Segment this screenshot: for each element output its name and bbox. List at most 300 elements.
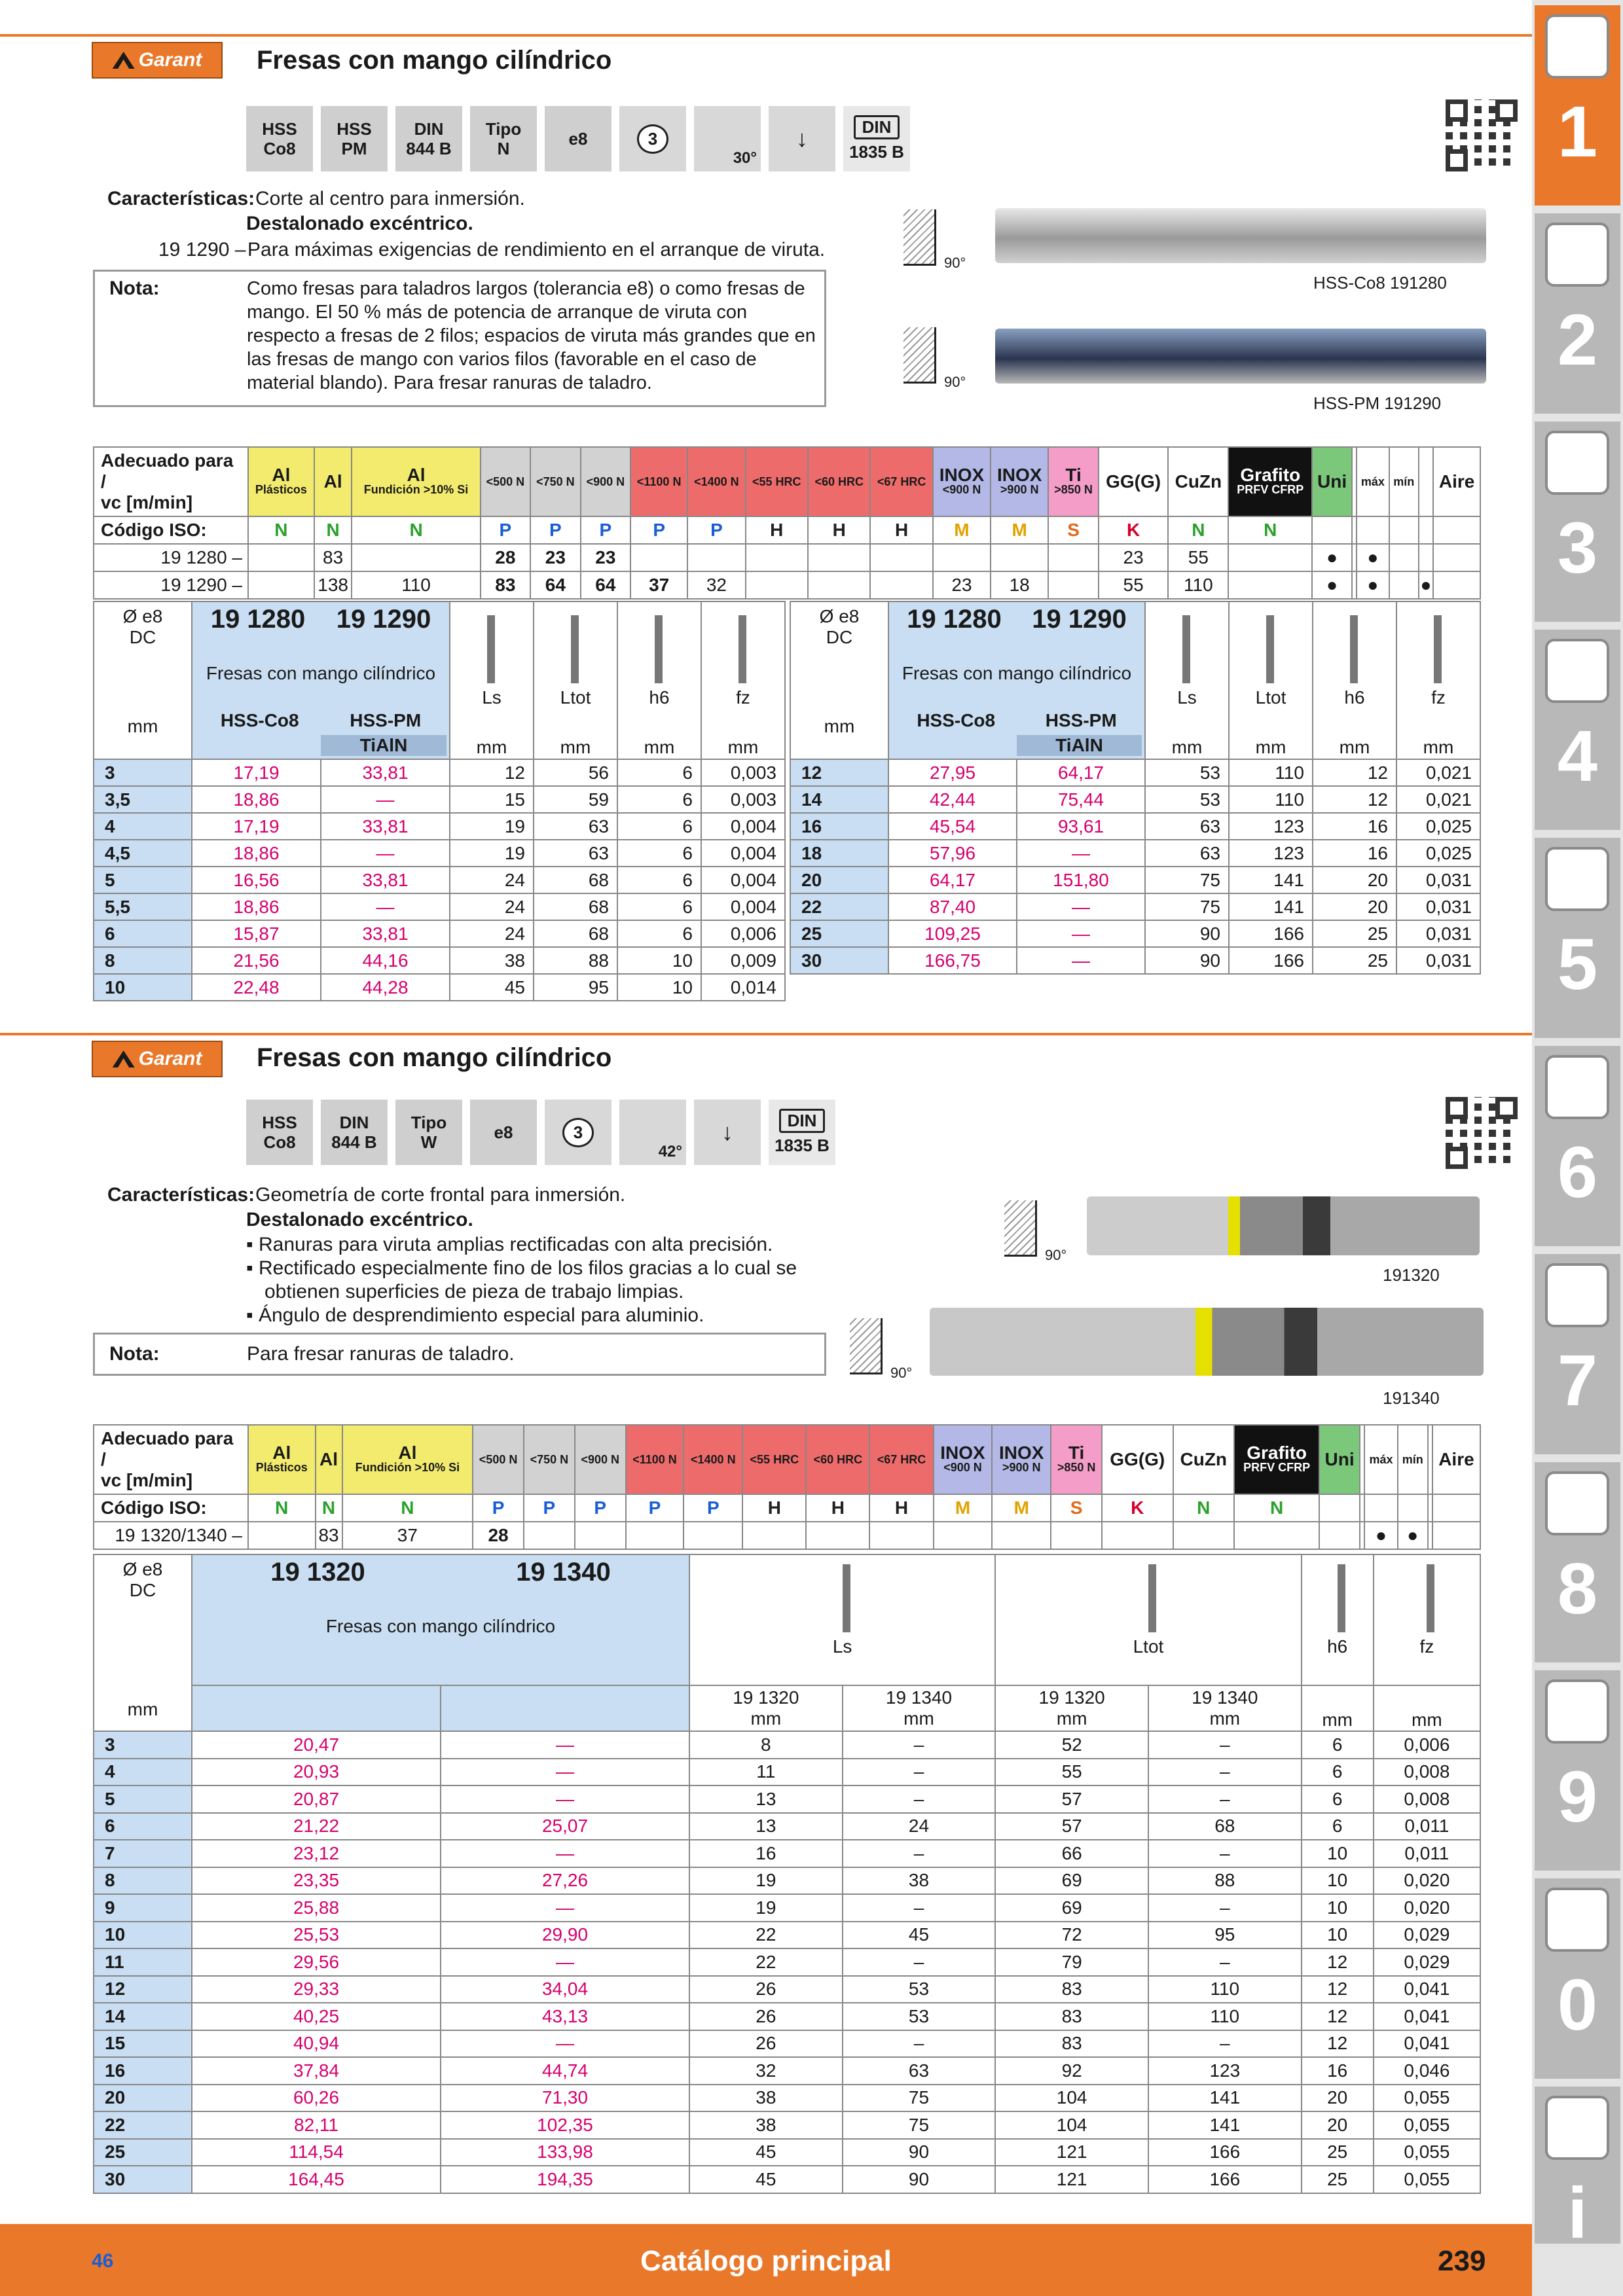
tool-icon <box>534 615 617 687</box>
cutting-speed <box>1433 571 1480 599</box>
table-row <box>790 947 1480 974</box>
material-col <box>992 1425 1051 1494</box>
dimension: 10 <box>1302 1867 1374 1895</box>
dimension: 45 <box>450 974 534 1001</box>
material-sub: máx <box>1360 475 1385 488</box>
dimension: 24 <box>450 867 534 893</box>
badge-line: DIN <box>414 119 444 139</box>
dimension: 12 <box>450 759 534 786</box>
cutting-speed <box>1228 544 1312 571</box>
iso-code: N <box>316 1494 342 1522</box>
price: — <box>441 1731 689 1759</box>
suit-header-row <box>94 447 1480 516</box>
ls-label: Ls <box>1177 687 1197 708</box>
dimension: – <box>1148 1894 1302 1922</box>
dimension: 13 <box>689 1785 843 1813</box>
table-row <box>94 1976 1480 2003</box>
din-standard <box>769 1100 835 1165</box>
dimension: 6 <box>617 786 701 813</box>
price: 44,16 <box>321 947 450 974</box>
diameter: 20 <box>94 2085 192 2112</box>
unit: mm <box>1302 1685 1374 1731</box>
table-row <box>94 813 785 840</box>
angle-label: 90° <box>890 1365 913 1381</box>
material-col <box>806 1425 869 1494</box>
table-row <box>790 840 1480 867</box>
spacer <box>441 1685 689 1731</box>
bullet-item: ▪ Rectificado especialmente fino de los filos gracias a lo cual se obtienen superficies de pieza de trabajo limpias. <box>246 1257 797 1302</box>
diameter: 15 <box>94 2030 192 2058</box>
dimension: 123 <box>1229 840 1313 867</box>
h6-label: h6 <box>649 687 670 708</box>
table-row <box>94 759 785 786</box>
spec-badge <box>395 106 462 171</box>
cutting-speed <box>1228 571 1312 599</box>
iso-code: N <box>248 1494 316 1522</box>
table-row <box>790 867 1480 893</box>
dimension: 75 <box>843 2085 996 2112</box>
price: 37,84 <box>192 2057 441 2085</box>
dimension: 12 <box>1302 1948 1374 1976</box>
material-name: INOX <box>939 465 985 485</box>
price: 18,86 <box>192 893 321 920</box>
diameter: 30 <box>94 2166 192 2193</box>
material-name: Uni <box>1317 471 1347 492</box>
dimension: 25 <box>1302 2139 1374 2166</box>
dimension: 25 <box>1313 947 1396 974</box>
cutting-speed <box>1352 571 1357 599</box>
dimension: 56 <box>534 759 617 786</box>
spec-badge <box>246 1100 313 1165</box>
price: 17,19 <box>192 759 321 786</box>
h6-header <box>617 601 701 759</box>
dimension: 10 <box>1302 1894 1374 1922</box>
dimension: 19 <box>450 840 534 867</box>
cutting-speed <box>1102 1522 1173 1549</box>
material-col <box>808 447 870 516</box>
dimension: – <box>843 1894 996 1922</box>
material-name: Grafito <box>1240 465 1301 485</box>
dimension: 0,021 <box>1396 786 1480 813</box>
material-col <box>684 1425 742 1494</box>
material-name: Al <box>323 471 342 492</box>
price: 45,54 <box>888 813 1017 840</box>
dimension: 0,011 <box>1374 1840 1480 1867</box>
material-name: CuZn <box>1180 1449 1228 1469</box>
diameter: 18 <box>790 840 888 867</box>
cutting-speed <box>524 1522 575 1549</box>
price: 114,54 <box>192 2139 441 2166</box>
tool-icon <box>1146 615 1228 687</box>
price: — <box>441 1894 689 1922</box>
chapter-tab-8[interactable] <box>1535 1462 1620 1662</box>
chapter-tab-5[interactable] <box>1535 838 1620 1038</box>
chapter-icon <box>1545 2096 1609 2160</box>
iso-code: P <box>581 516 630 544</box>
h6-header <box>1302 1554 1374 1685</box>
page-number-right: 239 <box>1438 2245 1486 2277</box>
dimension: – <box>843 1785 996 1813</box>
cutting-speed <box>992 1522 1051 1549</box>
tool-icon <box>996 1564 1300 1636</box>
dimension: 0,041 <box>1374 1976 1480 2003</box>
unit: mm <box>1423 737 1454 757</box>
price: 25,53 <box>192 1922 441 1949</box>
angle-label: 90° <box>1045 1247 1067 1263</box>
price: 20,93 <box>192 1759 441 1786</box>
feature-1: Geometría de corte frontal para inmersión. <box>255 1184 626 1206</box>
dimension: 68 <box>534 893 617 920</box>
material-col <box>933 447 991 516</box>
cutting-speed: ● <box>1419 571 1433 599</box>
iso-code: P <box>684 1494 742 1522</box>
dimension: 141 <box>1148 2111 1302 2139</box>
cutting-speed <box>808 544 870 571</box>
note-text: Para fresar ranuras de taladro. <box>247 1343 515 1365</box>
dimension: 45 <box>689 2139 843 2166</box>
diameter-label: Ø e8 <box>122 1559 163 1579</box>
note-label: Nota: <box>109 278 160 299</box>
dimension: 69 <box>995 1894 1148 1922</box>
table-row <box>94 840 785 867</box>
article-code: 19 1280 – <box>94 544 248 571</box>
material-name: Al <box>319 1449 338 1469</box>
badge-line: W <box>420 1132 437 1152</box>
chapter-tab-6[interactable] <box>1535 1046 1620 1246</box>
dimension: 0,020 <box>1374 1894 1480 1922</box>
cutting-speed <box>1389 571 1419 599</box>
spacer <box>192 1685 441 1731</box>
material-name: Al <box>398 1443 417 1463</box>
dimension: 0,008 <box>1374 1759 1480 1786</box>
tool-photo-191320 <box>1087 1196 1480 1255</box>
chapter-tab-3[interactable] <box>1535 422 1620 622</box>
dimension: – <box>1148 1759 1302 1786</box>
dimension: 90 <box>1145 920 1229 947</box>
diameter: 4,5 <box>94 840 192 867</box>
diameter: 8 <box>94 947 192 974</box>
cutting-speed <box>1048 544 1098 571</box>
price: 43,13 <box>441 2003 689 2030</box>
suit-label-2: vc [m/min] <box>101 492 193 512</box>
cutting-speed <box>630 544 687 571</box>
iso-code: N <box>1228 516 1312 544</box>
cutting-speed <box>933 544 991 571</box>
dimension: 0,006 <box>701 920 785 947</box>
dimension: 0,031 <box>1396 867 1480 893</box>
angle-diagram <box>903 209 936 266</box>
dimension: 32 <box>689 2057 843 2085</box>
unit: mm <box>644 737 675 757</box>
diameter: 22 <box>94 2111 192 2139</box>
price: 34,04 <box>441 1976 689 2003</box>
cutting-speed <box>746 571 808 599</box>
diameter: 3,5 <box>94 786 192 813</box>
angle-label: 90° <box>944 374 966 390</box>
badge-line: HSS <box>262 1113 297 1132</box>
dimension: 141 <box>1148 2085 1302 2112</box>
article-code-b: 19 1340 <box>516 1558 611 1587</box>
dimension: 0,055 <box>1374 2085 1480 2112</box>
price: 17,19 <box>192 813 321 840</box>
price-header <box>192 601 450 759</box>
table-row <box>94 1731 1480 1759</box>
chapter-tab-4[interactable] <box>1535 630 1620 830</box>
dimension: 69 <box>995 1867 1148 1895</box>
material-sub: Plásticos <box>255 483 307 496</box>
coating: TiAlN <box>321 735 447 756</box>
chapter-tab-9[interactable] <box>1535 1670 1620 1871</box>
diameter: 10 <box>94 974 192 1001</box>
material-b: HSS-PM <box>350 710 422 730</box>
cutting-speed: 37 <box>342 1522 473 1549</box>
material-sub: PRFV CFRP <box>1237 483 1304 496</box>
badge-line: HSS <box>337 119 372 139</box>
dimension: 68 <box>534 867 617 893</box>
tool-icon <box>1230 615 1312 687</box>
dimension: 0,055 <box>1374 2166 1480 2193</box>
material-name: Aire <box>1438 471 1475 492</box>
price: — <box>441 1759 689 1786</box>
diameter: 3 <box>94 759 192 786</box>
unit: mm <box>903 1708 934 1729</box>
angle-diagram <box>903 327 936 384</box>
flutes-count: 3 <box>562 1118 594 1147</box>
unit: mm <box>127 716 158 736</box>
material-sub: <1100 N <box>636 475 682 488</box>
cutting-speed <box>248 1522 316 1549</box>
dimension: 6 <box>617 867 701 893</box>
dimension: 6 <box>617 920 701 947</box>
cutting-speed: 110 <box>352 571 480 599</box>
dimension: 0,055 <box>1374 2111 1480 2139</box>
chapter-number: 7 <box>1557 1340 1598 1421</box>
material-sub: máx <box>1369 1453 1393 1466</box>
materials <box>892 710 1142 731</box>
dimension: 6 <box>1302 1785 1374 1813</box>
iso-row <box>94 1494 1480 1522</box>
material-sub: <67 HRC <box>877 1453 926 1466</box>
chapter-number: 0 <box>1557 1965 1598 2045</box>
material-col <box>1319 1425 1360 1494</box>
helix-angle-icon <box>694 106 761 171</box>
dimension: 38 <box>689 2111 843 2139</box>
cutting-speed <box>1389 544 1419 571</box>
iso-code: P <box>630 516 687 544</box>
ls-header <box>450 601 534 759</box>
diameter: 4 <box>94 813 192 840</box>
price: — <box>321 840 450 867</box>
diameter-label: Ø e8 <box>122 606 163 626</box>
note-text: Como fresas para taladros largos (tolerancia e8) o como fresas de mango. El 50 % más de potencia de arranque de viruta con respecto a fresas de 2 filos; espacios de viruta más grandes que en las fresas de mango con varios filos (favorable en el caso de material blando). Para fresar ranuras de taladro. <box>247 278 816 393</box>
material-name: Ti <box>1068 1443 1085 1463</box>
section-title: Fresas con mango cilíndrico <box>257 1043 612 1072</box>
iso-code: H <box>806 1494 869 1522</box>
iso-code: K <box>1102 1494 1173 1522</box>
feature-2: Destalonado excéntrico. <box>246 213 473 234</box>
material-col <box>581 447 630 516</box>
dc-label: DC <box>129 1580 156 1600</box>
suitability-table <box>93 446 1481 600</box>
cutting-speed <box>1360 1522 1364 1549</box>
product-name: Fresas con mango cilíndrico <box>325 1616 556 1636</box>
iso-code: P <box>530 516 580 544</box>
dimension: 75 <box>1145 893 1229 920</box>
cutting-speed <box>808 571 870 599</box>
ltot-header <box>1229 601 1313 759</box>
iso-code: M <box>934 1494 993 1522</box>
cutting-speed: ● <box>1312 544 1352 571</box>
dimension: – <box>843 2030 996 2058</box>
material-a: HSS-Co8 <box>917 710 996 730</box>
dimension: 12 <box>1313 759 1396 786</box>
article-code-b: 19 1290 <box>336 605 431 634</box>
badge-line: Tipo <box>485 119 522 139</box>
cutting-speed <box>1428 1522 1432 1549</box>
iso-code <box>1428 1494 1432 1522</box>
dimension: 141 <box>1229 893 1313 920</box>
dimension: 68 <box>1148 1813 1302 1840</box>
diameter: 25 <box>94 2139 192 2166</box>
cutting-speed <box>1432 1522 1480 1549</box>
material-sub: <750 N <box>536 475 575 488</box>
diameter: 8 <box>94 1867 192 1895</box>
table-row <box>94 1867 1480 1895</box>
ltot-label: Ltot <box>560 687 591 708</box>
price: 23,12 <box>192 1840 441 1867</box>
badge-line: DIN <box>339 1113 369 1132</box>
cutting-speed <box>1352 544 1357 571</box>
price: 64,17 <box>888 867 1017 893</box>
diameter: 16 <box>790 813 888 840</box>
chapter-tab-0[interactable] <box>1535 1878 1620 2079</box>
dimension: 19 <box>689 1867 843 1895</box>
dimension: 110 <box>1229 759 1313 786</box>
cutting-speed <box>991 544 1048 571</box>
price: 42,44 <box>888 786 1017 813</box>
dimension: 121 <box>995 2166 1148 2193</box>
sub-code-label: 19 1320 <box>733 1687 799 1708</box>
dimension: 0,029 <box>1374 1922 1480 1949</box>
material-col <box>1051 1425 1102 1494</box>
note-box <box>93 1333 826 1376</box>
diameter: 22 <box>790 893 888 920</box>
material-col <box>1433 447 1480 516</box>
iso-code <box>1364 1494 1398 1522</box>
chapter-tab-7[interactable] <box>1535 1254 1620 1454</box>
dimension: 0,014 <box>701 974 785 1001</box>
product-table-2 <box>93 1554 1481 2194</box>
price: 18,86 <box>192 840 321 867</box>
angle-diagram <box>850 1318 883 1374</box>
chapter-tab-2[interactable] <box>1535 213 1620 414</box>
cutting-speed <box>746 544 808 571</box>
cutting-speed <box>1319 1522 1360 1549</box>
dimension: 20 <box>1313 867 1396 893</box>
dimension: 38 <box>689 2085 843 2112</box>
dimension: 57 <box>995 1813 1148 1840</box>
material-sub: <900 N <box>581 1453 619 1466</box>
dimension: 88 <box>1148 1867 1302 1895</box>
material-sub: <900 N <box>586 475 625 488</box>
iso-label: Código ISO: <box>94 1494 248 1522</box>
price: 27,95 <box>888 759 1017 786</box>
dimension: 22 <box>689 1922 843 1949</box>
feature-3-code: 19 1290 – <box>158 239 246 260</box>
diameter: 11 <box>94 1948 192 1976</box>
dimension: 12 <box>1302 2003 1374 2030</box>
dimension: 0,004 <box>701 813 785 840</box>
suit-label-1: Adecuado para / <box>101 450 234 492</box>
cutting-speed: 83 <box>314 544 352 571</box>
dimension: 55 <box>995 1759 1148 1786</box>
dimension: 0,004 <box>701 893 785 920</box>
badge-line: HSS <box>262 119 297 139</box>
material-col <box>352 447 480 516</box>
dimension: 121 <box>995 2139 1148 2166</box>
material-name: Ti <box>1065 465 1082 485</box>
features-label: Características: <box>107 1184 255 1206</box>
price: 25,88 <box>192 1894 441 1922</box>
dimension: 0,011 <box>1374 1813 1480 1840</box>
dc-label: DC <box>826 627 853 647</box>
iso-code: M <box>992 1494 1051 1522</box>
dimension: 19 <box>450 813 534 840</box>
dimension: 63 <box>1145 840 1229 867</box>
table-row <box>94 2057 1480 2085</box>
chapter-number: 1 <box>1557 92 1598 172</box>
material-sub: <1400 N <box>691 1453 736 1466</box>
chapter-tab-1[interactable] <box>1535 5 1620 206</box>
garant-logo: Garant <box>92 1041 223 1077</box>
dimension: 66 <box>995 1840 1148 1867</box>
chapter-tab-i[interactable] <box>1535 2087 1620 2253</box>
price: — <box>321 893 450 920</box>
table-row <box>790 786 1480 813</box>
dimension: 75 <box>843 2111 996 2139</box>
dimension: 26 <box>689 2003 843 2030</box>
iso-code: H <box>742 1494 806 1522</box>
table-header <box>790 601 1480 759</box>
fz-header <box>701 601 785 759</box>
ltot-header <box>995 1554 1301 1685</box>
material-col <box>1099 447 1169 516</box>
dimension: 166 <box>1148 2139 1302 2166</box>
cutting-speed: 64 <box>530 571 580 599</box>
dimension: 22 <box>689 1948 843 1976</box>
dimension: 90 <box>843 2166 996 2193</box>
diameter-header <box>790 601 888 759</box>
chapter-icon <box>1545 1263 1609 1327</box>
dimension: 11 <box>689 1759 843 1786</box>
dimension: 166 <box>1229 947 1313 974</box>
unit: mm <box>824 716 855 736</box>
table-row <box>94 1948 1480 1976</box>
iso-code <box>1360 1494 1364 1522</box>
table-row <box>94 1840 1480 1867</box>
suit-label <box>94 447 248 516</box>
cutting-speed <box>248 571 314 599</box>
material-col <box>1102 1425 1173 1494</box>
dimension: 110 <box>1148 1976 1302 2003</box>
chapter-icon <box>1545 223 1609 287</box>
dimension: 26 <box>689 2030 843 2058</box>
cutting-speed: 23 <box>530 544 580 571</box>
feature-1: Corte al centro para inmersión. <box>255 188 525 209</box>
price: 27,26 <box>441 1867 689 1895</box>
materials <box>195 710 447 731</box>
dimension: – <box>843 1948 996 1976</box>
